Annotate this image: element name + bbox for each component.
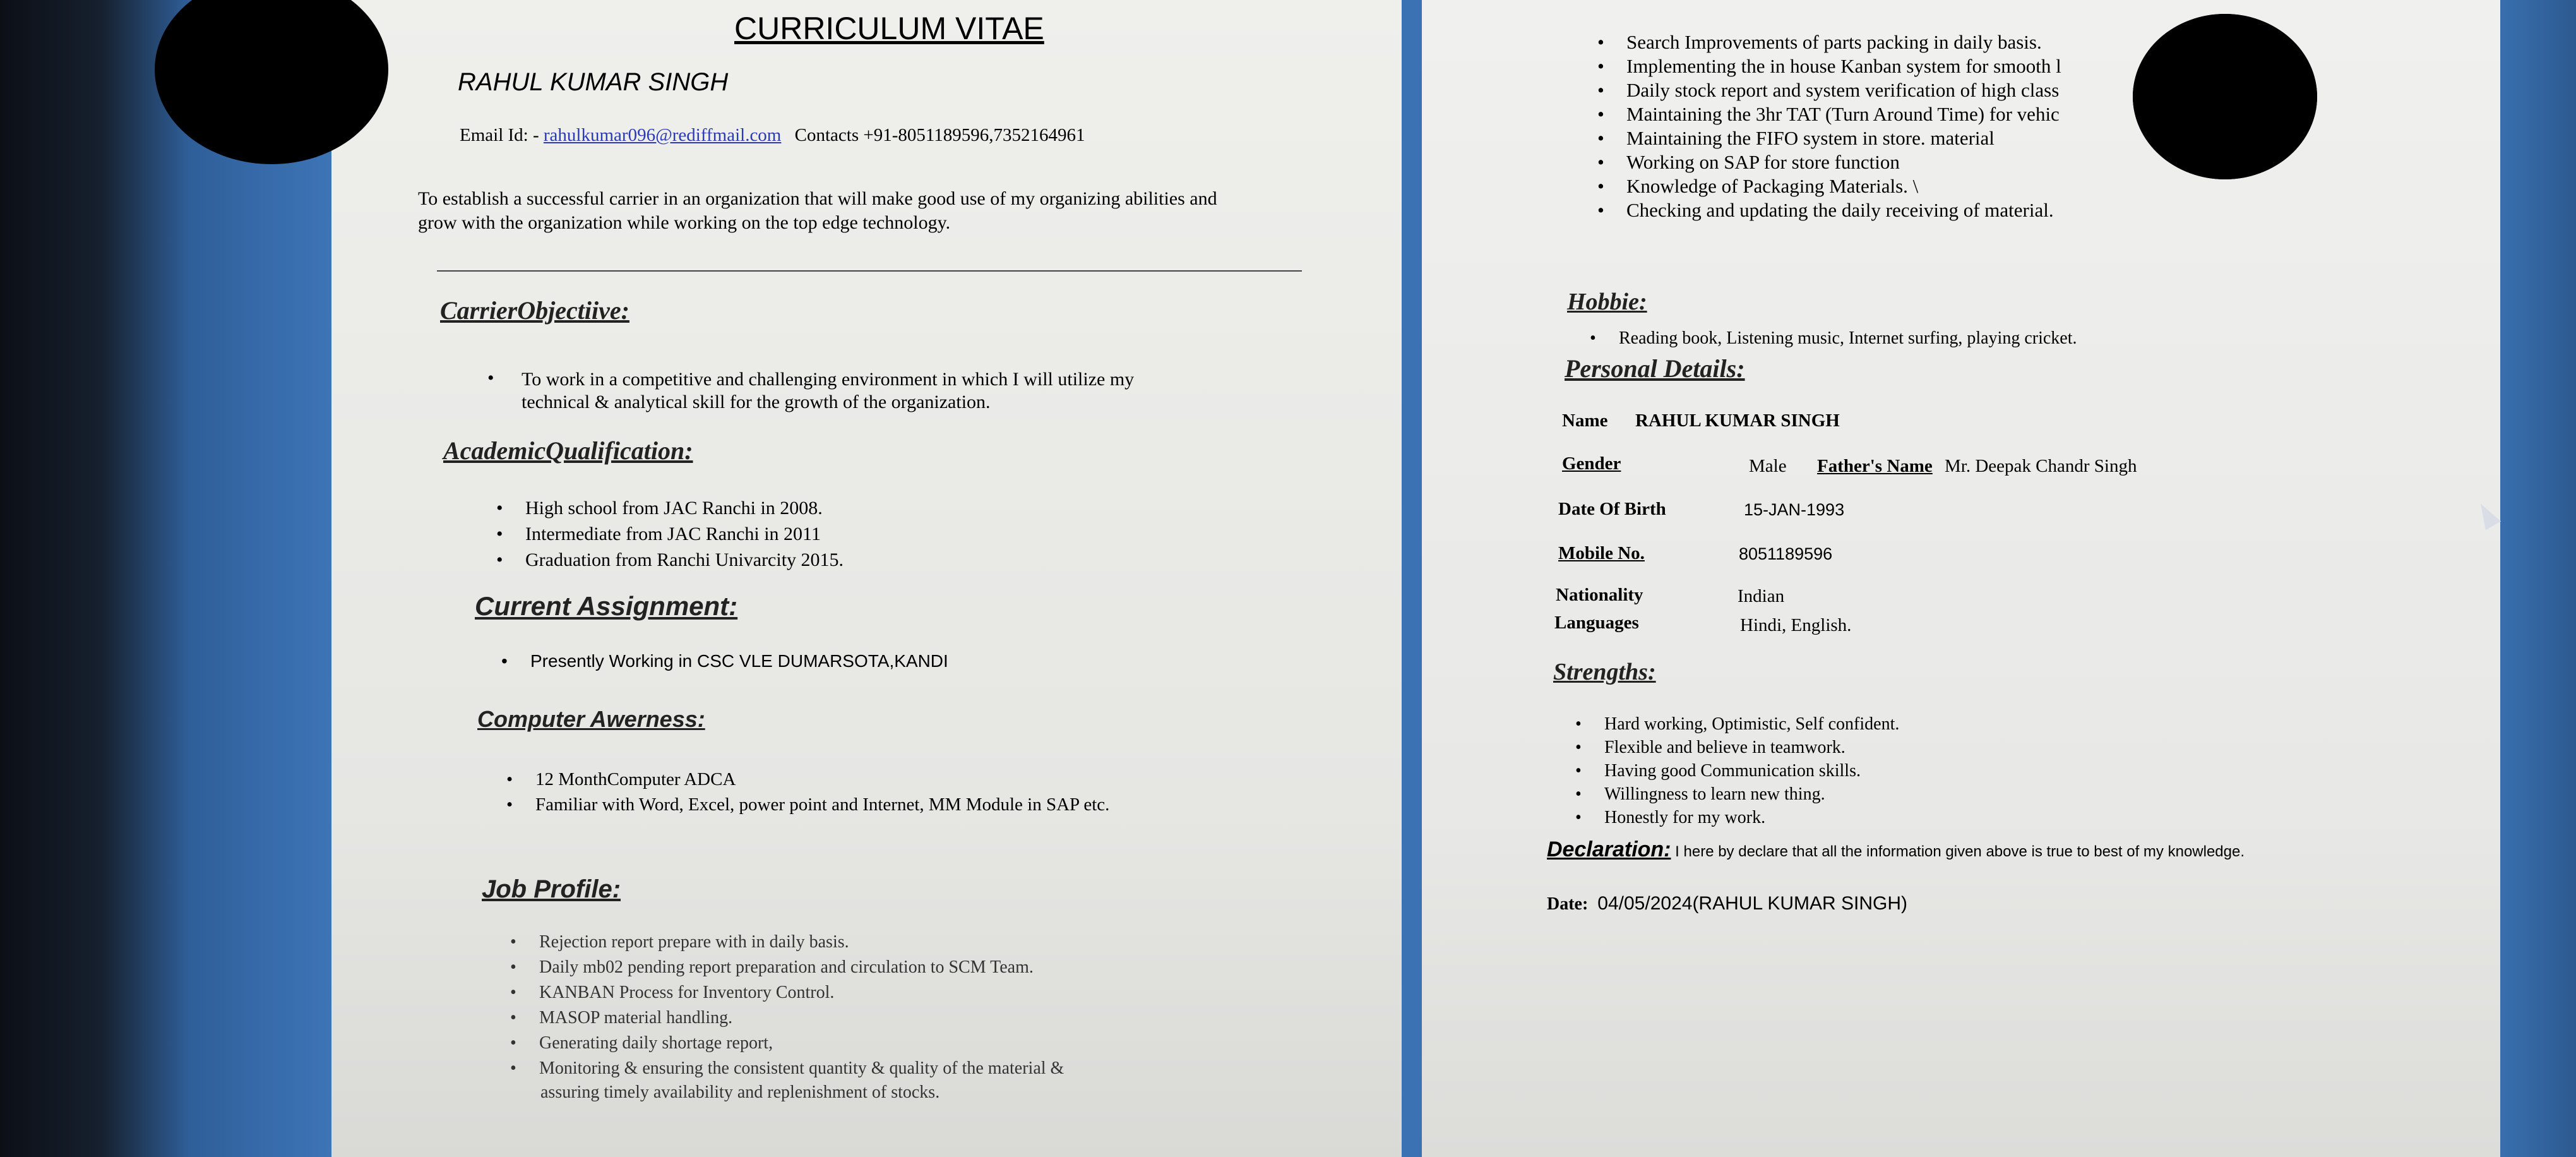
gender-label: Gender (1562, 453, 1621, 474)
list-item: • Flexible and believe in teamwork. (1570, 736, 1899, 759)
personal-heading: Personal Details: (1565, 354, 1745, 383)
list-item: • Search Improvements of parts packing in daily basis. (1592, 30, 2061, 54)
job-list (505, 930, 1064, 1081)
academic-heading: AcademicQualification: (443, 436, 693, 465)
list-item: • Implementing the in house Kanban system for smooth l (1592, 54, 2061, 78)
list-item: • Reading book, Listening music, Internet surfing, playing cricket. (1585, 327, 2077, 350)
list-item: • 12 MonthComputer ADCA (501, 767, 1109, 792)
intro-line-2: grow with the organization while working on the top edge technology. (418, 212, 951, 233)
assignment-list (496, 649, 948, 674)
objective-line-1: To work in a competitive and challenging environment in which I will utilize my (522, 369, 1135, 390)
list-item: • MASOP material handling. (505, 1005, 1064, 1031)
dob-label: Date Of Birth (1558, 499, 1666, 519)
declaration-line (1547, 837, 2245, 862)
objective-line-2: technical & analytical skill for the growth of the organization. (522, 392, 991, 412)
declaration-label: Declaration: (1547, 837, 1671, 861)
name-label: Name (1562, 411, 1608, 431)
list-item: • High school from JAC Ranchi in 2008. (491, 495, 844, 521)
divider (437, 270, 1302, 272)
list-item: • KANBAN Process for Inventory Control. (505, 980, 1064, 1005)
redaction-blot-top (2133, 14, 2317, 179)
list-item: • Maintaining the 3hr TAT (Turn Around Time) for vehic (1592, 102, 2061, 126)
list-item: • Rejection report prepare with in daily basis. (505, 930, 1064, 955)
list-item: • Intermediate from JAC Ranchi in 2011 (491, 521, 844, 547)
academic-list (491, 495, 844, 573)
email-link[interactable]: rahulkumar096@rediffmail.com (543, 125, 782, 145)
father-value: Mr. Deepak Chandr Singh (1945, 456, 2137, 476)
hobbie-heading: Hobbie: (1567, 289, 1647, 315)
declaration-text: I here by declare that all the information given above is true to best of my knowledge. (1671, 843, 2245, 860)
list-item: • Willingness to learn new thing. (1570, 782, 1899, 806)
applicant-name: RAHUL KUMAR SINGH (458, 68, 729, 96)
intro-line-1: To establish a successful carrier in an organization that will make good use of my organizing abilities and (418, 188, 1217, 209)
list-item: • Generating daily shortage report, (505, 1031, 1064, 1056)
strengths-heading: Strengths: (1553, 659, 1656, 685)
dob-value: 15-JAN-1993 (1744, 500, 1845, 519)
father-label: Father's Name (1817, 456, 1933, 476)
computer-list (501, 767, 1109, 817)
document-title: CURRICULUM VITAE (734, 11, 1044, 46)
name-value: RAHUL KUMAR SINGH (1635, 411, 1840, 431)
email-label: Email Id: - (460, 125, 544, 145)
list-item: • Monitoring & ensuring the consistent quantity & quality of the material & (505, 1056, 1064, 1081)
list-item: • Maintaining the FIFO system in store. material (1592, 126, 2061, 150)
date-label: Date: (1547, 894, 1589, 914)
computer-heading: Computer Awerness: (477, 706, 705, 732)
strengths-list (1570, 712, 1899, 829)
contact-line (460, 125, 1085, 146)
list-item: • Graduation from Ranchi Univarcity 2015. (491, 547, 844, 573)
languages-value: Hindi, English. (1740, 615, 1852, 635)
hobbies-list (1585, 327, 2077, 350)
list-item: • Having good Communication skills. (1570, 759, 1899, 782)
page-separator (1402, 0, 1422, 1157)
nationality-value: Indian (1738, 586, 1785, 606)
date-value: 04/05/2024(RAHUL KUMAR SINGH) (1597, 893, 1908, 914)
mobile-label: Mobile No. (1558, 543, 1645, 563)
nationality-label: Nationality (1556, 585, 1643, 605)
list-item: • Presently Working in CSC VLE DUMARSOTA,KANDI (496, 649, 948, 674)
list-item: • Checking and updating the daily receiving of material. (1592, 198, 2061, 222)
list-item: • Hard working, Optimistic, Self confident. (1570, 712, 1899, 736)
contacts-text: Contacts +91-8051189596,7352164961 (794, 125, 1085, 145)
gender-value: Male (1749, 456, 1787, 476)
objective-bullet-icon: • (487, 368, 494, 388)
list-item: • Daily stock report and system verification of high class (1592, 78, 2061, 102)
list-item: • Honestly for my work. (1570, 806, 1899, 829)
date-line (1547, 893, 1907, 914)
job-heading: Job Profile: (482, 875, 621, 903)
list-item: • Daily mb02 pending report preparation and circulation to SCM Team. (505, 955, 1064, 980)
list-item: • Working on SAP for store function (1592, 150, 2061, 174)
assignment-heading: Current Assignment: (475, 591, 738, 621)
duties-list (1592, 30, 2061, 222)
list-item: • Knowledge of Packaging Materials. \ (1592, 174, 2061, 198)
objective-heading: CarrierObjectiive: (440, 296, 629, 325)
job-line-continued: assuring timely availability and replenishment of stocks. (540, 1082, 940, 1102)
languages-label: Languages (1554, 613, 1639, 633)
list-item: • Familiar with Word, Excel, power point and Internet, MM Module in SAP etc. (501, 792, 1109, 817)
mobile-value: 8051189596 (1739, 544, 1833, 563)
